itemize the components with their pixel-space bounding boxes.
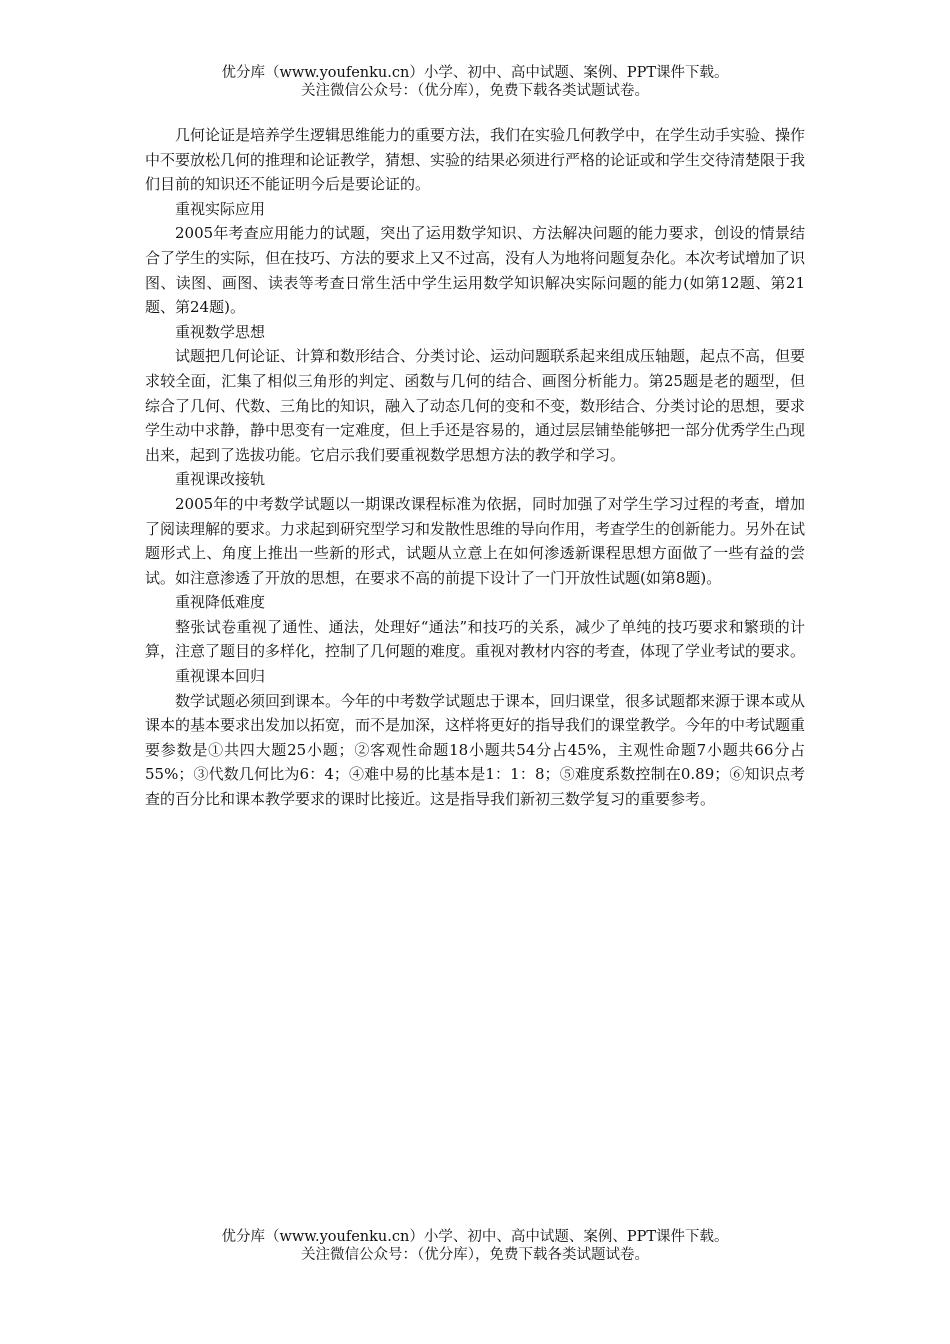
header-line-1: 优分库（www.youfenku.cn）小学、初中、高中试题、案例、PPT课件下载。 (221, 65, 729, 81)
section-heading: 重视课本回归 (175, 667, 266, 686)
page-header (0, 64, 950, 100)
page-footer (0, 1228, 950, 1264)
section-heading: 重视课改接轨 (175, 470, 266, 489)
section-heading: 重视降低难度 (175, 593, 266, 612)
paragraph: 2005年考查应用能力的试题，突出了运用数学知识、方法解决问题的能力要求，创设的情景结合了学生的实际，但在技巧、方法的要求上又不过高，没有人为地将问题复杂化。本次考试增加了识图、读图、画图、读表等考查日常生活中学生运用数学知识解决实际问题的能力(如第12题、第21题、第24题)。 (145, 224, 806, 317)
footer-line-2: 关注微信公众号：（优分库），免费下载各类试题试卷。 (301, 1247, 649, 1263)
paragraph: 数学试题必须回到课本。今年的中考数学试题忠于课本，回归课堂，很多试题都来源于课本或从课本的基本要求出发加以拓宽，而不是加深，这样将更好的指导我们的课堂教学。今年的中考试题重要参数是①共四大题25小题；②客观性命题18小题共54分占45%，主观性命题7小题共66分占55%；③代数几何比为6：4；④难中易的比基本是1：1：8；⑤难度系数控制在0.89；⑥知识点考查的百分比和课本教学要求的课时比接近。这是指导我们新初三数学复习的重要参考。 (145, 691, 806, 809)
section-heading: 重视实际应用 (175, 199, 266, 218)
paragraph: 试题把几何论证、计算和数形结合、分类讨论、运动问题联系起来组成压轴题，起点不高，但要求较全面，汇集了相似三角形的判定、函数与几何的结合、画图分析能力。第25题是老的题型，但综合了几何、代数、三角比的知识，融入了动态几何的变和不变，数形结合、分类讨论的思想，要求学生动中求静，静中思变有一定难度，但上手还是容易的，通过层层铺垫能够把一部分优秀学生凸现出来，起到了选拔功能。它启示我们要重视数学思想方法的教学和学习。 (145, 347, 806, 464)
footer-line-1: 优分库（www.youfenku.cn）小学、初中、高中试题、案例、PPT课件下载。 (221, 1229, 729, 1245)
header-line-2: 关注微信公众号：（优分库），免费下载各类试题试卷。 (301, 83, 649, 99)
paragraph: 几何论证是培养学生逻辑思维能力的重要方法，我们在实验几何教学中，在学生动手实验、操作中不要放松几何的推理和论证教学，猜想、实验的结果必须进行严格的论证或和学生交待清楚限于我们目前的知识还不能证明今后是要论证的。 (145, 126, 806, 194)
paragraph: 2005年的中考数学试题以一期课改课程标准为依据，同时加强了对学生学习过程的考查，增加了阅读理解的要求。力求起到研究型学习和发散性思维的导向作用，考查学生的创新能力。另外在试题形式上、角度上推出一些新的形式，试题从立意上在如何渗透新课程思想方面做了一些有益的尝试。如注意渗透了开放的思想，在要求不高的前提下设计了一门开放性试题(如第8题)。 (145, 494, 806, 587)
section-heading: 重视数学思想 (175, 322, 266, 341)
paragraph: 整张试卷重视了通性、通法，处理好“通法”和技巧的关系，减少了单纯的技巧要求和繁琐的计算，注意了题目的多样化，控制了几何题的难度。重视对教材内容的考查，体现了学业考试的要求。 (145, 617, 806, 661)
document-body (145, 123, 805, 812)
